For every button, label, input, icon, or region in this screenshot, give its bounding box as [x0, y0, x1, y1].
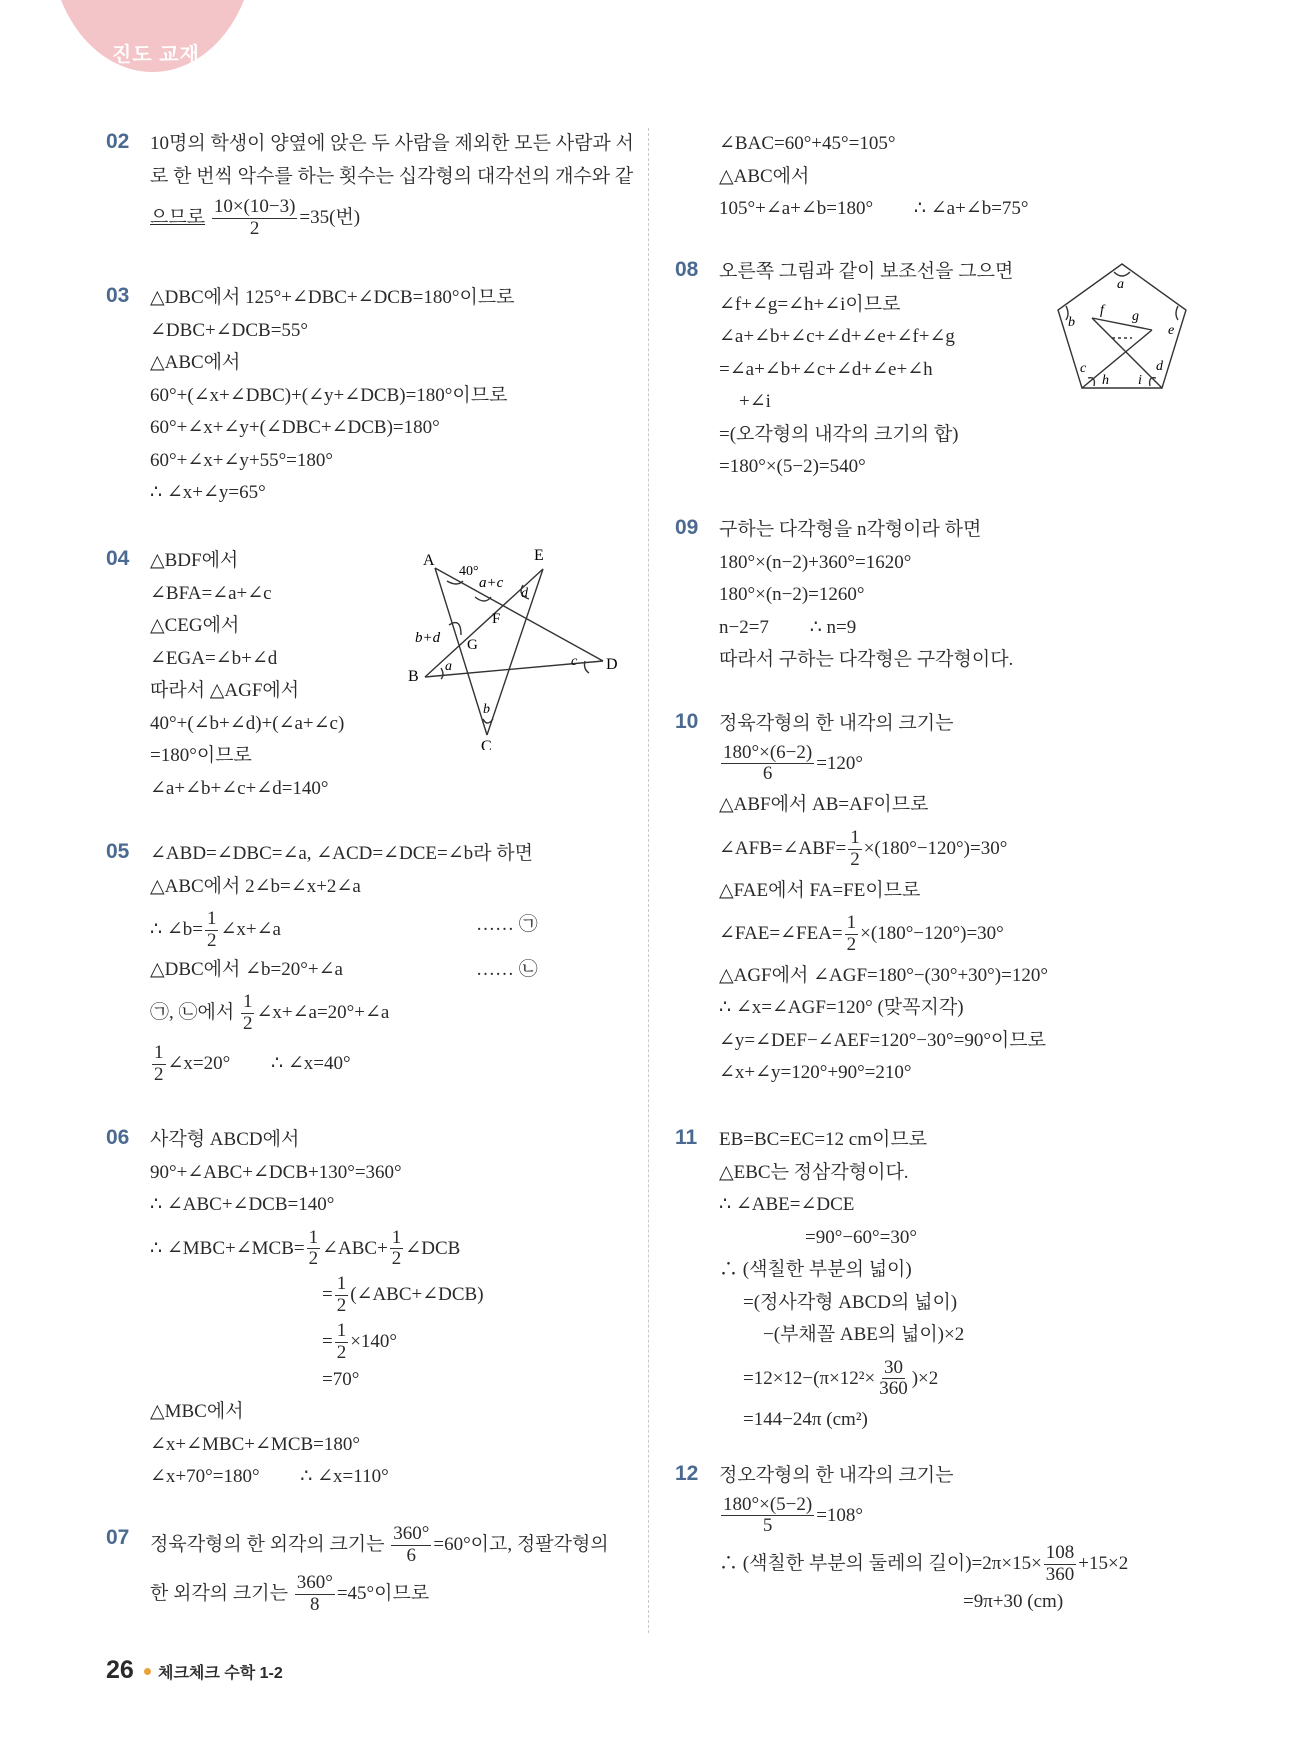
text-line: =180°이므로 [150, 745, 252, 766]
text-fragment: ∴ (색칠한 부분의 둘레의 길이)=2π×15× [719, 1553, 1042, 1575]
text-line: 180°×(n−2)=1260° [719, 584, 865, 605]
problem-number: 03 [106, 284, 130, 307]
text-line: 60°+∠x+∠y+(∠DBC+∠DCB)=180° [150, 417, 440, 438]
text-fragment: ∴ ∠a+∠b=75° [913, 198, 1029, 219]
column-divider [648, 128, 649, 1633]
pent-label-g: g [1132, 309, 1139, 324]
text-line: 로 한 번씩 악수를 하는 횟수는 십각형의 대각선의 개수와 같 [150, 165, 634, 187]
text-line: ∠x+∠y=120°+90°=210° [719, 1062, 912, 1084]
text-line: 40°+(∠b+∠d)+(∠a+∠c) [150, 712, 345, 734]
text-line: =9π+30 (cm) [963, 1591, 1064, 1613]
star-label-B: B [408, 668, 419, 685]
text-fragment: =108° [816, 1504, 864, 1526]
text-line: 오른쪽 그림과 같이 보조선을 그으면 [719, 261, 1014, 282]
fraction: $\frac{180^\circ\times(6-2)}{6}$ [723, 741, 813, 785]
problem-number: 09 [675, 516, 699, 539]
problem-number: 08 [675, 258, 699, 281]
fraction: $\frac{108}{360}$ [1045, 1542, 1075, 1586]
text-fragment: =60°이고, 정팔각형의 [433, 1533, 609, 1555]
text-line: =∠a+∠b+∠c+∠d+∠e+∠h [719, 358, 933, 380]
text-fragment: 으므로 [150, 206, 206, 228]
problem-05 [106, 838, 538, 1086]
equation-mark: …… ㉠ [476, 914, 538, 935]
text-line: ∠BAC=60°+45°=105° [719, 133, 896, 154]
text-line: △EBC는 정삼각형이다. [719, 1161, 909, 1183]
text-fragment: ㉠, ㉡에서 [150, 1002, 235, 1024]
text-line: ∴ (색칠한 부분의 넓이) [719, 1259, 912, 1280]
star-label-b: b [483, 702, 490, 717]
star-label-D: D [606, 656, 618, 673]
text-fragment: ∠DCB [405, 1237, 461, 1259]
text-fragment: ∠FAE=∠FEA= [719, 922, 843, 944]
text-fragment: ∠AFB=∠ABF= [719, 837, 847, 859]
text-line: ∠ABD=∠DBC=∠a, ∠ACD=∠DCE=∠b라 하면 [150, 843, 533, 864]
problem-number: 11 [675, 1126, 698, 1149]
text-line: 180°×(n−2)+360°=1620° [719, 551, 912, 573]
pent-label-h: h [1102, 373, 1109, 388]
star-label-a: a [445, 659, 452, 674]
star-label-C: C [481, 738, 492, 750]
problem-09 [675, 514, 1013, 677]
text-fragment: +15×2 [1078, 1553, 1129, 1575]
text-line: 정오각형의 한 내각의 크기는 [719, 1465, 954, 1486]
text-fragment: =120° [816, 752, 864, 774]
text-line: △ABC에서 [719, 165, 810, 187]
fraction: $\frac{30}{360}$ [879, 1356, 908, 1400]
text-line: ∠BFA=∠a+∠c [150, 582, 272, 604]
text-fragment: 105°+∠a+∠b=180° [719, 198, 874, 219]
text-line: −(부채꼴 ABE의 넓이)×2 [763, 1324, 965, 1345]
text-line: ∠y=∠DEF−∠AEF=120°−30°=90°이므로 [719, 1029, 1046, 1051]
text-fragment: ×(180°−120°)=30° [863, 837, 1008, 859]
text-fragment: ∴ ∠x=110° [300, 1466, 389, 1488]
pent-label-e: e [1168, 323, 1175, 338]
text-line: 구하는 다각형을 n각형이라 하면 [719, 519, 982, 540]
text-fragment: ∠x+∠a [220, 918, 281, 940]
text-line: =70° [322, 1368, 360, 1390]
fraction: $\frac{180^\circ\times(5-2)}{5}$ [723, 1493, 813, 1537]
text-fragment: ∠x=20° [167, 1052, 231, 1074]
star-label-E: E [534, 547, 544, 564]
fraction: $\frac{1}{2}$ [336, 1273, 347, 1317]
text-line: 60°+∠x+∠y+55°=180° [150, 449, 333, 471]
pent-label-b: b [1068, 315, 1075, 330]
pent-label-a: a [1117, 277, 1124, 292]
fraction: $\frac{360^\circ}{8}$ [296, 1571, 333, 1615]
problem-number: 10 [675, 710, 699, 733]
equation-mark: …… ㉡ [476, 958, 538, 980]
problem-07 [106, 1524, 609, 1616]
text-line: 정육각형의 한 내각의 크기는 [719, 713, 954, 734]
text-fragment: ∴ ∠x=40° [270, 1052, 351, 1074]
problem-12 [675, 1460, 1128, 1619]
text-fragment: 한 외각의 크기는 [150, 1582, 288, 1604]
text-fragment: ×140° [350, 1330, 398, 1352]
text-line: 60°+(∠x+∠DBC)+(∠y+∠DCB)=180°이므로 [150, 384, 508, 406]
footer-dot-icon [144, 1668, 151, 1675]
text-line: 따라서 구하는 다각형은 구각형이다. [719, 649, 1014, 670]
fraction: $\frac{10\times(10-3)}{2}$ [213, 196, 296, 239]
star-label-d: d [521, 586, 528, 601]
book-title: 체크체크 수학 1-2 [158, 1665, 283, 1682]
text-fragment: ∠ABC+ [322, 1237, 388, 1259]
star-label-F: F [492, 611, 501, 627]
problem-08 [675, 256, 1013, 484]
text-fragment: ∠x+70°=180° [150, 1466, 260, 1488]
text-line: 따라서 △AGF에서 [150, 680, 300, 701]
text-line: △ABC에서 [150, 352, 241, 373]
text-line: =(정사각형 ABCD의 넓이) [743, 1291, 958, 1313]
problem-number: 06 [106, 1126, 130, 1149]
problem-02 [106, 128, 634, 240]
text-fragment: ∴ n=9 [809, 616, 857, 638]
star-label-A: A [423, 552, 435, 569]
text-line: ∠DBC+∠DCB=55° [150, 319, 309, 341]
text-fragment: ∠x+∠a=20°+∠a [256, 1002, 390, 1024]
fraction: $\frac{1}{2}$ [850, 826, 860, 870]
problem-07-continued [675, 128, 1029, 226]
text-fragment: (∠ABC+∠DCB) [350, 1284, 484, 1306]
text-line: ∴ ∠ABC+∠DCB=140° [150, 1194, 335, 1215]
text-fragment: ∴ ∠MBC+∠MCB= [150, 1237, 305, 1259]
text-line: ∴ ∠x=∠AGF=120° (맞꼭지각) [719, 997, 964, 1019]
text-line: △AGF에서 ∠AGF=180°−(30°+30°)=120° [719, 964, 1048, 986]
text-fragment: ×(180°−120°)=30° [860, 922, 1004, 944]
pentagon-figure [1052, 258, 1192, 398]
text-fragment: 정육각형의 한 외각의 크기는 [150, 1533, 385, 1555]
star-label-40: 40° [459, 564, 479, 579]
text-fragment: = [322, 1330, 333, 1352]
text-line: △MBC에서 [150, 1401, 244, 1423]
text-fragment: ∴ ∠b= [150, 918, 203, 940]
page-number: 26 [106, 1656, 134, 1684]
pent-label-d: d [1156, 359, 1163, 374]
text-fragment: =12×12−(π×12²× [743, 1367, 876, 1389]
fraction: $\frac{1}{2}$ [206, 908, 217, 951]
header-tab-label: 진도 교재 [112, 44, 200, 66]
text-line: +∠i [739, 391, 771, 412]
problem-number: 07 [106, 1526, 130, 1549]
text-line: 90°+∠ABC+∠DCB+130°=360° [150, 1161, 402, 1183]
fraction: $\frac{1}{2}$ [242, 991, 253, 1035]
text-line: EB=BC=EC=12 cm이므로 [719, 1129, 928, 1150]
text-fragment: = [322, 1284, 333, 1306]
problem-04 [106, 545, 344, 805]
text-line: =90°−60°=30° [805, 1226, 917, 1248]
text-line: ∴ ∠x+∠y=65° [150, 482, 266, 503]
text-line: ∠a+∠b+∠c+∠d=140° [150, 777, 329, 799]
text-line: △CEG에서 [150, 615, 240, 636]
text-line: ∠x+∠MBC+∠MCB=180° [150, 1433, 360, 1455]
fraction: $\frac{360^\circ}{6}$ [393, 1523, 430, 1566]
fraction: $\frac{1}{2}$ [154, 1042, 164, 1085]
text-line: ∠EGA=∠b+∠d [150, 647, 278, 669]
problem-number: 12 [675, 1462, 699, 1485]
fraction: $\frac{1}{2}$ [308, 1226, 319, 1270]
problem-06 [106, 1124, 484, 1494]
problem-03 [106, 282, 515, 510]
text-fragment: =45°이므로 [336, 1582, 430, 1604]
text-line: ∠f+∠g=∠h+∠i이므로 [719, 293, 901, 315]
pent-label-i: i [1138, 373, 1142, 388]
text-line: =144−24π (cm²) [743, 1409, 868, 1431]
text-fragment: n−2=7 [719, 616, 769, 638]
problem-number: 04 [106, 547, 130, 570]
star-label-G: G [467, 637, 478, 653]
star-figure [405, 545, 630, 750]
star-label-b-plus-d: b+d [415, 630, 441, 646]
fraction: $\frac{1}{2}$ [336, 1320, 347, 1363]
text-fragment: )×2 [911, 1367, 939, 1389]
text-line: ∠a+∠b+∠c+∠d+∠e+∠f+∠g [719, 326, 955, 347]
text-line: 10명의 학생이 양옆에 앉은 두 사람을 제외한 모든 사람과 서 [150, 133, 634, 154]
text-fragment: △DBC에서 ∠b=20°+∠a [150, 958, 343, 980]
star-label-a-plus-c: a+c [479, 575, 504, 591]
text-line: △DBC에서 125°+∠DBC+∠DCB=180°이므로 [150, 287, 515, 308]
problem-number: 02 [106, 130, 130, 153]
problem-number: 05 [106, 840, 130, 863]
text-fragment: =35(번) [299, 206, 361, 228]
star-label-c: c [571, 654, 578, 669]
problem-11 [675, 1124, 964, 1437]
text-line: △FAE에서 FA=FE이므로 [719, 879, 921, 901]
text-line: △BDF에서 [150, 550, 239, 571]
text-line: △ABC에서 2∠b=∠x+2∠a [150, 875, 361, 897]
text-line: ∴ ∠ABE=∠DCE [719, 1194, 855, 1215]
pent-label-f: f [1100, 303, 1104, 318]
pent-label-c: c [1080, 361, 1087, 376]
fraction: $\frac{1}{2}$ [391, 1226, 402, 1270]
fraction: $\frac{1}{2}$ [846, 912, 857, 955]
text-line: 사각형 ABCD에서 [150, 1129, 300, 1150]
text-line: =180°×(5−2)=540° [719, 456, 866, 477]
text-line: △ABF에서 AB=AF이므로 [719, 794, 929, 816]
text-line: =(오각형의 내각의 크기의 합) [719, 423, 959, 445]
problem-10 [675, 708, 1048, 1090]
